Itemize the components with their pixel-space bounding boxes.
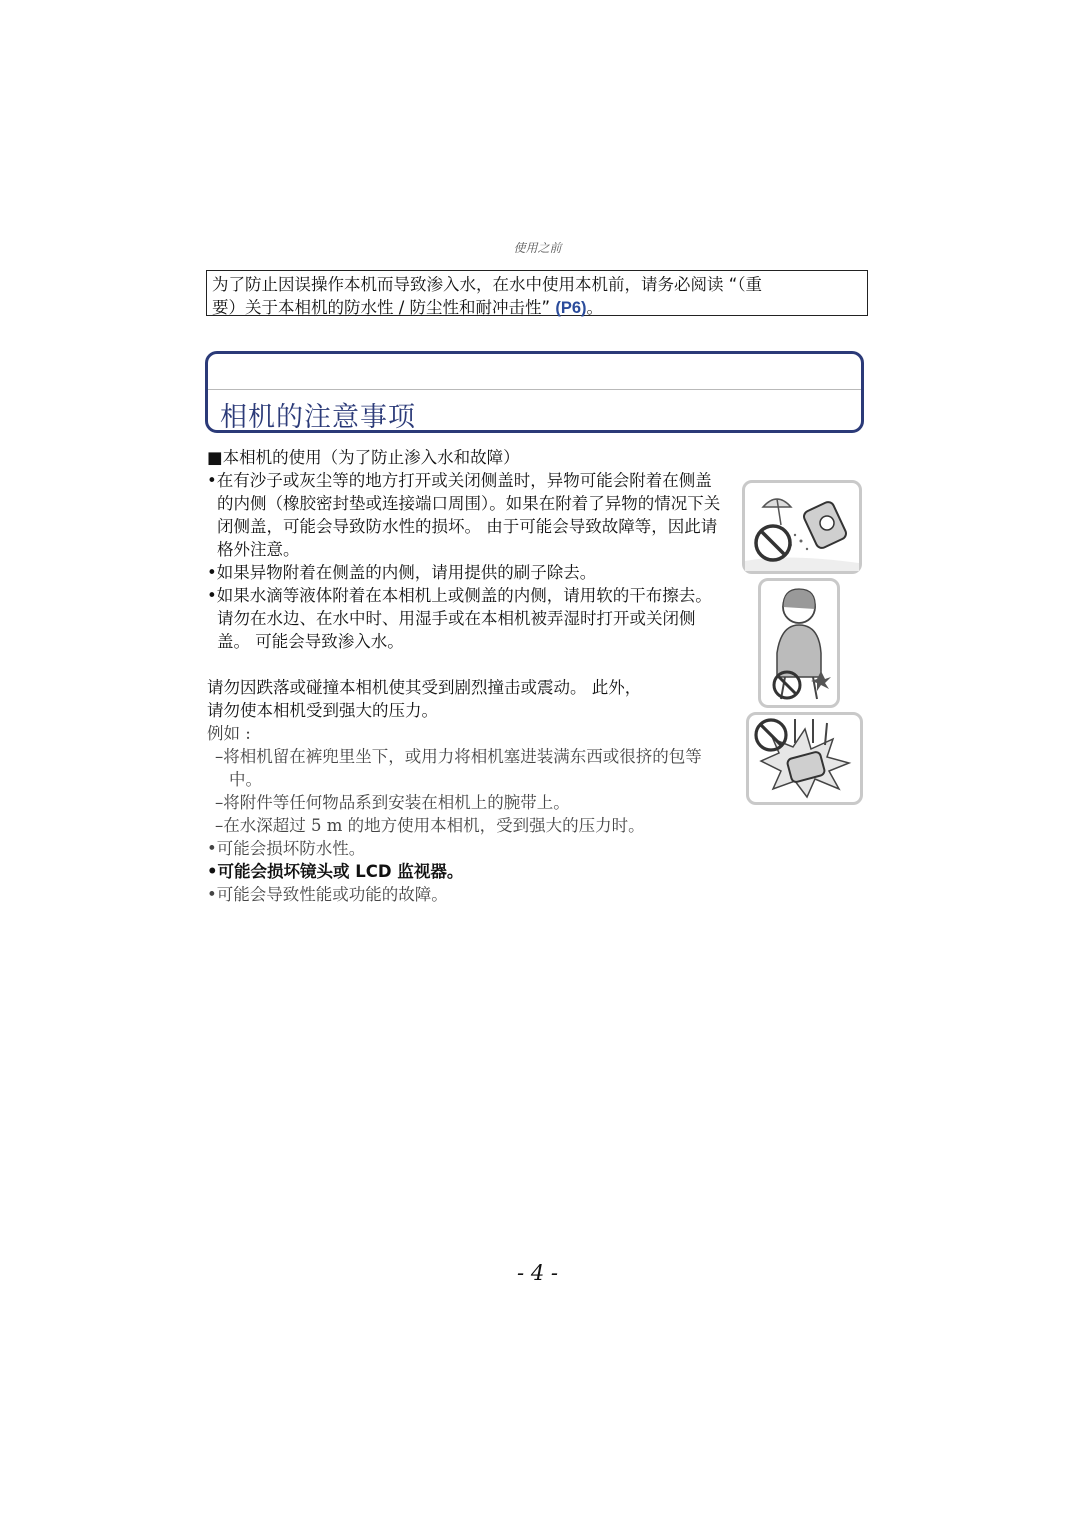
bullet-item: •在有沙子或灰尘等的地方打开或关闭侧盖时，异物可能会附着在侧盖的内侧（橡胶密封垫或连接端口周围）。如果在附着了异物的情况下关闭侧盖，可能会导致防水性的损坏。 由于可能会导致故障等，因此请格外注意。	[207, 471, 721, 559]
warning-text: 请勿因跌落或碰撞本相机使其受到剧烈撞击或震动。 此外，	[207, 678, 642, 697]
page-number: - 4 -	[517, 1261, 558, 1285]
heading-rule	[208, 389, 861, 390]
result-item: •可能会导致性能或功能的故障。	[207, 885, 448, 904]
sand-camera-illustration	[742, 480, 862, 574]
impact-pressure-illustration	[746, 712, 863, 805]
no-sand-icon	[745, 483, 859, 571]
section-title: 相机的注意事项	[220, 402, 416, 433]
notice-box	[206, 270, 868, 316]
example-label: 例如 :	[207, 724, 251, 743]
section-heading-box	[205, 351, 864, 433]
no-pocket-sit-icon	[761, 581, 837, 705]
main-content	[207, 446, 727, 906]
subheading: ■本相机的使用（为了防止渗入水和故障）	[207, 448, 520, 467]
running-header: 使用之前	[513, 241, 562, 255]
notice-text: 要）关于本相机的防水性 / 防尘性和耐冲击性”	[212, 298, 551, 317]
page-reference-link[interactable]: (P6)	[555, 299, 587, 317]
notice-line-1: 为了防止因误操作本机而导致渗入水，在水中使用本机前，请务必阅读 “（重	[212, 275, 763, 294]
result-item: •可能会损坏镜头或 LCD 监视器。	[207, 862, 464, 881]
example-item: –将相机留在裤兜里坐下，或用力将相机塞进装满东西或很挤的包等中。	[215, 747, 702, 789]
notice-end: 。	[586, 298, 604, 317]
pocket-sitting-illustration	[758, 578, 840, 708]
result-item: •可能会损坏防水性。	[207, 839, 366, 858]
warning-text: 请勿使本相机受到强大的压力。	[207, 701, 438, 720]
bullet-item: •如果异物附着在侧盖的内侧，请用提供的刷子除去。	[207, 563, 597, 582]
example-item: –在水深超过 5 m 的地方使用本相机，受到强大的压力时。	[215, 816, 645, 835]
example-item: –将附件等任何物品系到安装在相机上的腕带上。	[215, 793, 570, 812]
no-impact-icon	[749, 715, 860, 802]
bullet-item: •如果水滴等液体附着在本相机上或侧盖的内侧，请用软的干布擦去。 请勿在水边、在水中时、用湿手或在本相机被弄湿时打开或关闭侧盖。 可能会导致渗入水。	[207, 586, 712, 651]
notice-line-2	[212, 296, 862, 320]
